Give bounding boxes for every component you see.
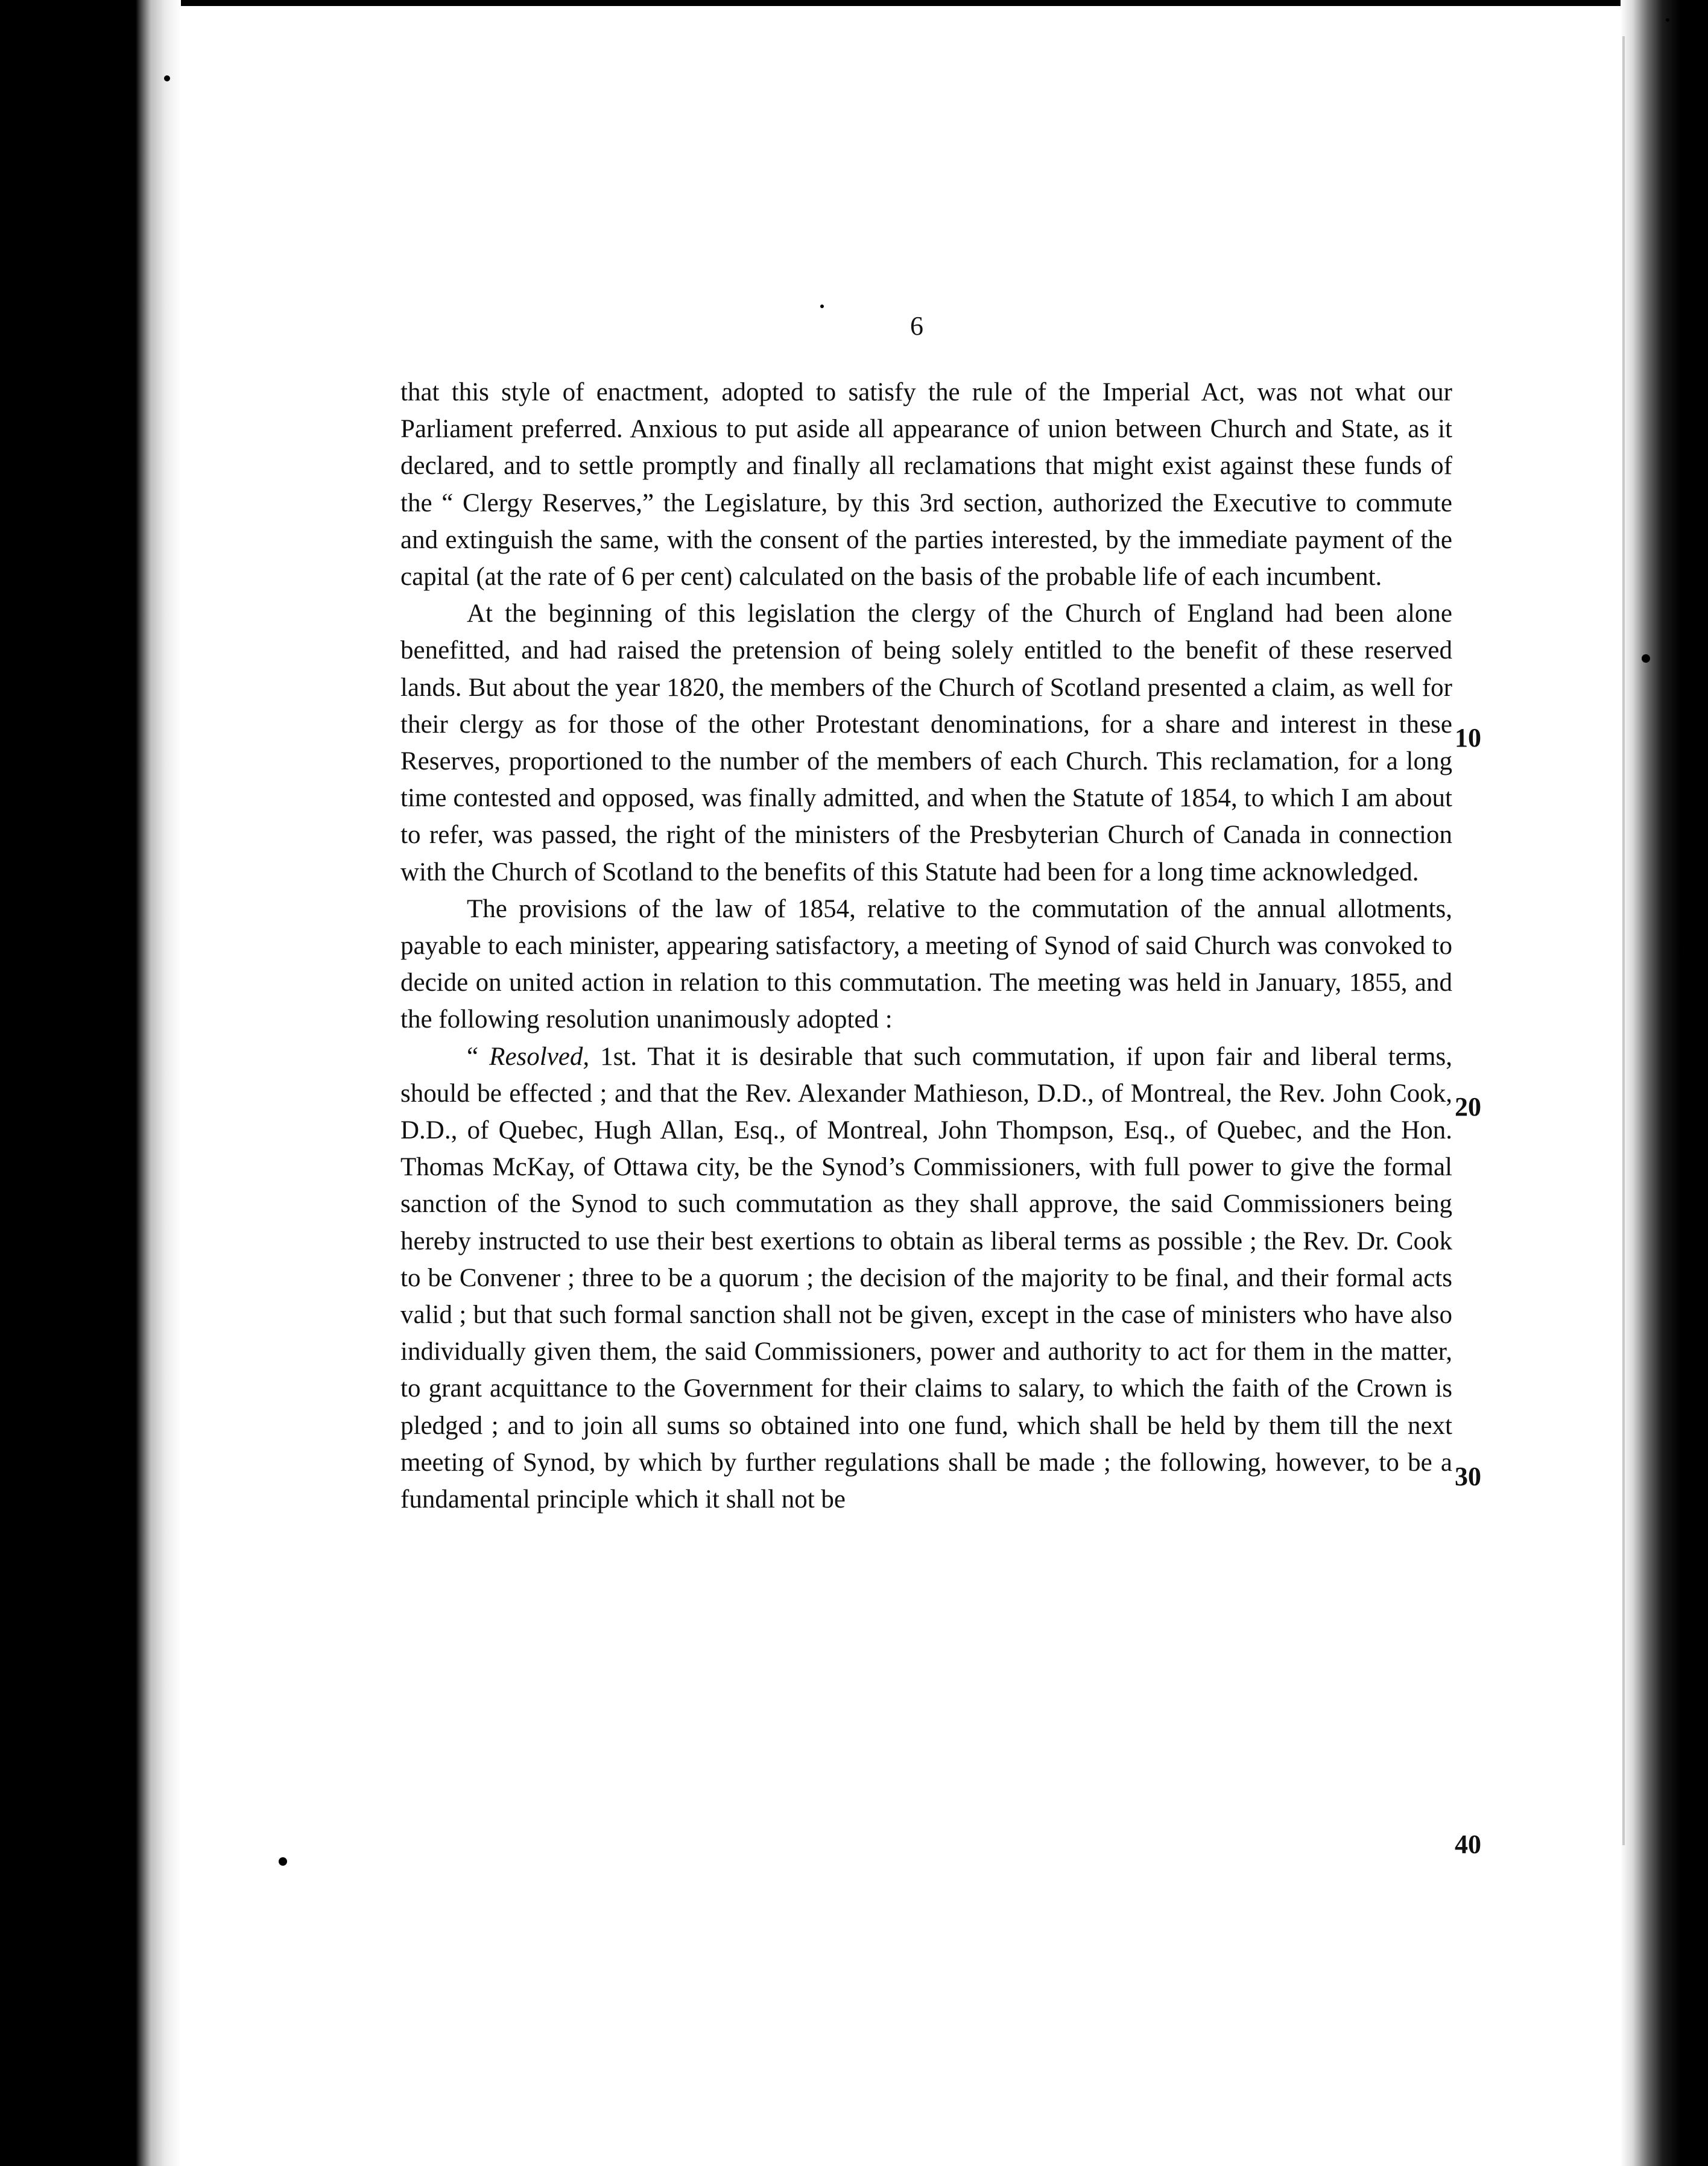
line-number-40: 40 bbox=[1455, 1830, 1481, 1859]
scan-speck bbox=[820, 305, 824, 308]
resolution-text: 1st. That it is desirable that such commutation, if upon fair and liberal terms, should be effected ; and that the Rev. Alexander Mathieson, D.D., of Montreal, the Rev. John Cook, D.D., of Quebec, Hugh Allan, Esq., of Montreal, John Thompson, Esq., of Quebec, and the Hon. Thomas McKay, of Ottawa city, be the Synod’s Commissioners, with full power to give the formal sanction of the Synod to such commutation as they shall approve, the said Commissioners being hereby instructed to use their best exertions to obtain as liberal terms as possible ; the Rev. Dr. Cook to be Convener ; three to be a quorum ; the decision of the majority to be final, and their formal acts valid ; but that such formal sanction shall not be given, except in the case of ministers who have also individually given them, the said Commissioners, power and authority to act for them in the matter, to grant acquittance to the Government for their claims to salary, to which the faith of the Crown is pledged ; and to join all sums so obtained into one fund, which shall be held by them till the next meeting of Synod, by which by further regulations shall be made ; the following, however, to be a fundamental principle which it shall not be bbox=[400, 1042, 1452, 1514]
scan-border-right bbox=[1621, 0, 1708, 2166]
paragraph: The provisions of the law of 1854, relative to the commutation of the annual allotments, payable to each minister, appearing satisfactory, a meeting of Synod of said Church was convoked to decide on united action in relation to this commutation. The meeting was held in January, 1855, and the following resolution unanimously adopted : bbox=[400, 894, 1452, 1034]
scan-speck bbox=[1680, 941, 1693, 960]
scan-border-left bbox=[0, 0, 181, 2166]
line-number-30: 30 bbox=[1455, 1462, 1481, 1491]
resolution-paragraph bbox=[400, 1038, 1452, 1518]
scan-border-top bbox=[0, 0, 1708, 6]
paragraph: that this style of enactment, adopted to satisfy the rule of the Imperial Act, was not what our Parliament preferred. Anxious to put aside all appearance of union between Church and State, as it declared, and to settle promptly and finally all reclamations that might exist against these funds of the “ Clergy Reserves,” the Legislature, by this 3rd section, authorized the Executive to commute and extinguish the same, with the consent of the parties interested, by the immediate payment of the capital (at the rate of 6 per cent) calculated on the basis of the probable life of each incumbent. bbox=[400, 378, 1452, 592]
paragraph: At the beginning of this legislation the clergy of the Church of England had been alone benefitted, and had raised the pretension of being solely entitled to the benefit of these reserved lands. But about the year 1820, the members of the Church of Scotland presented a claim, as well for their clergy as for those of the other Protestant denominations, for a share and interest in these Reserves, proportioned to the number of the members of each Church. This reclamation, for a long time contested and opposed, was finally admitted, and when the Statute of 1854, to which I am about to refer, was passed, the right of the ministers of the Presbyterian Church of Canada in connection with the Church of Scotland to the benefits of this Statute had been for a long time acknowledged. bbox=[400, 599, 1452, 886]
page-number: 6 bbox=[910, 311, 923, 341]
margin-line-numbers bbox=[1455, 0, 1503, 2166]
scan-speck bbox=[1642, 654, 1650, 663]
resolved-word: Resolved, bbox=[489, 1042, 590, 1071]
scan-speck bbox=[164, 75, 170, 81]
body-text bbox=[400, 374, 1452, 1518]
line-number-20: 20 bbox=[1455, 1092, 1481, 1122]
line-number-10: 10 bbox=[1455, 723, 1481, 753]
open-quote: “ bbox=[467, 1042, 490, 1071]
scan-speck bbox=[279, 1857, 287, 1866]
scan-shade bbox=[1622, 36, 1625, 1845]
scan-speck bbox=[1666, 18, 1669, 22]
